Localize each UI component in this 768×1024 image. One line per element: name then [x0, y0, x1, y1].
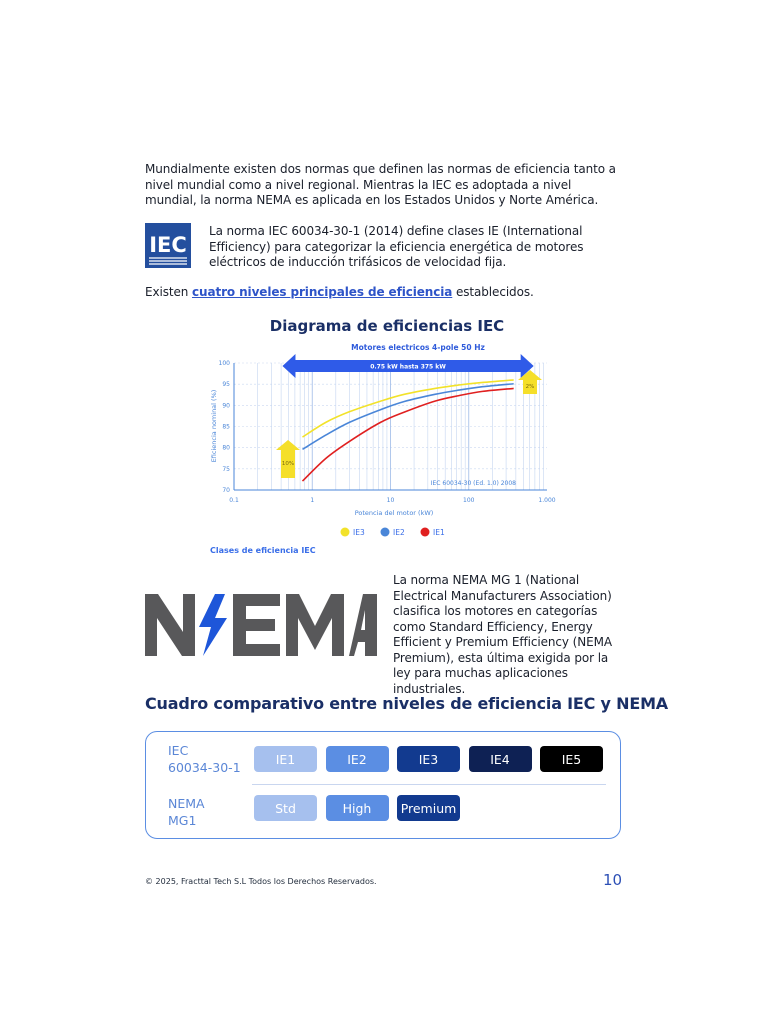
y-tick-label: 70	[222, 487, 230, 494]
table-divider	[252, 784, 606, 785]
left-badge-label: 10%	[281, 461, 295, 467]
iec-logo-text: IEC	[149, 233, 187, 257]
x-tick-label: 10	[386, 497, 395, 504]
iec-row-label-line1: IEC	[168, 743, 189, 758]
legend-marker-ie2	[381, 528, 390, 537]
y-tick-label: 75	[222, 465, 230, 473]
nema-logo	[145, 592, 377, 658]
legend-marker-ie1	[421, 528, 430, 537]
levels-before: Existen	[145, 285, 192, 299]
series-line-ie1	[302, 388, 513, 481]
y-tick-label: 80	[222, 444, 230, 452]
x-tick-label: 100	[463, 497, 475, 504]
y-tick-label: 95	[222, 381, 230, 389]
nema-description: La norma NEMA MG 1 (National Electrical Manufacturers Association) clasifica los motores en categorías como Standard Efficiency, Energy Efficient y Premium Efficiency (NEMA Premium), esta última exigida por la ley para muchas aplicaciones industriales.	[393, 573, 612, 696]
x-tick-label: 0.1	[229, 497, 239, 504]
nema-row-label-line1: NEMA	[168, 796, 205, 811]
footer-copyright: © 2025, Fracttal Tech S.L Todos los Derechos Reservados.	[145, 877, 377, 886]
nema-level-std: Std	[254, 795, 317, 821]
iec-level-ie4: IE4	[469, 746, 532, 772]
nema-level-high: High	[326, 795, 389, 821]
levels-sentence	[145, 285, 625, 301]
nema-row-label	[168, 795, 205, 829]
comparison-table	[145, 731, 621, 839]
y-axis-label: Eficiencia nominal (%)	[210, 389, 218, 463]
chart-title: Diagrama de eficiencias IEC	[269, 317, 505, 335]
levels-link[interactable]: cuatro niveles principales de eficiencia	[191, 285, 453, 299]
range-arrow	[282, 354, 533, 378]
chart-lines	[302, 380, 513, 481]
iec-level-ie3: IE3	[397, 746, 460, 772]
y-tick-label: 85	[222, 423, 230, 431]
left-badge	[276, 440, 300, 478]
iec-row-label	[168, 742, 241, 776]
y-tick-label: 90	[222, 402, 230, 410]
chart-grid	[234, 363, 547, 490]
iec-level-ie1: IE1	[254, 746, 317, 772]
iec-efficiency-chart	[200, 310, 570, 560]
chart-caption: Clases de eficiencia IEC	[210, 546, 316, 555]
nema-level-premium: Premium	[397, 795, 460, 821]
range-arrow-label: 0.75 kW hasta 375 kW	[370, 363, 446, 371]
nema-row-label-line2: MG1	[168, 813, 197, 828]
legend-label-ie1: IE1	[433, 528, 445, 537]
chart-badges	[276, 370, 542, 478]
legend-label-ie3: IE3	[353, 528, 365, 537]
legend-marker-ie3	[341, 528, 350, 537]
iec-level-ie2: IE2	[326, 746, 389, 772]
iec-level-ie5: IE5	[540, 746, 603, 772]
iec-row-label-line2: 60034-30-1	[168, 760, 241, 775]
x-axis-label: Potencia del motor (kW)	[354, 509, 434, 517]
legend-label-ie2: IE2	[393, 528, 405, 537]
levels-after: establecidos.	[452, 285, 534, 299]
comparison-title: Cuadro comparativo entre niveles de eficiencia IEC y NEMA	[145, 694, 668, 713]
x-tick-label: 1.000	[538, 497, 556, 504]
chart-legend	[341, 528, 445, 538]
iec-logo	[145, 223, 191, 268]
y-tick-label: 100	[218, 360, 230, 367]
right-badge-label: 2%	[525, 384, 535, 390]
chart-note: IEC 60034-30 (Ed. 1.0) 2008	[430, 480, 516, 487]
series-line-ie3	[302, 380, 513, 437]
chart-subtitle: Motores electricos 4-pole 50 Hz	[351, 343, 485, 352]
intro-paragraph: Mundialmente existen dos normas que definen las normas de eficiencia tanto a nivel mundial como a nivel regional. Mientras la IEC es adoptada a nivel mundial, la norma NEMA es aplicada en los Estados Unidos y Norte América.	[145, 162, 616, 207]
x-tick-label: 1	[310, 497, 315, 504]
page-number: 10	[603, 871, 623, 889]
iec-description: La norma IEC 60034-30-1 (2014) define clases IE (International Efficiency) para categorizar la eficiencia energética de motores eléctricos de inducción trifásicos de velocidad fija.	[209, 224, 584, 269]
